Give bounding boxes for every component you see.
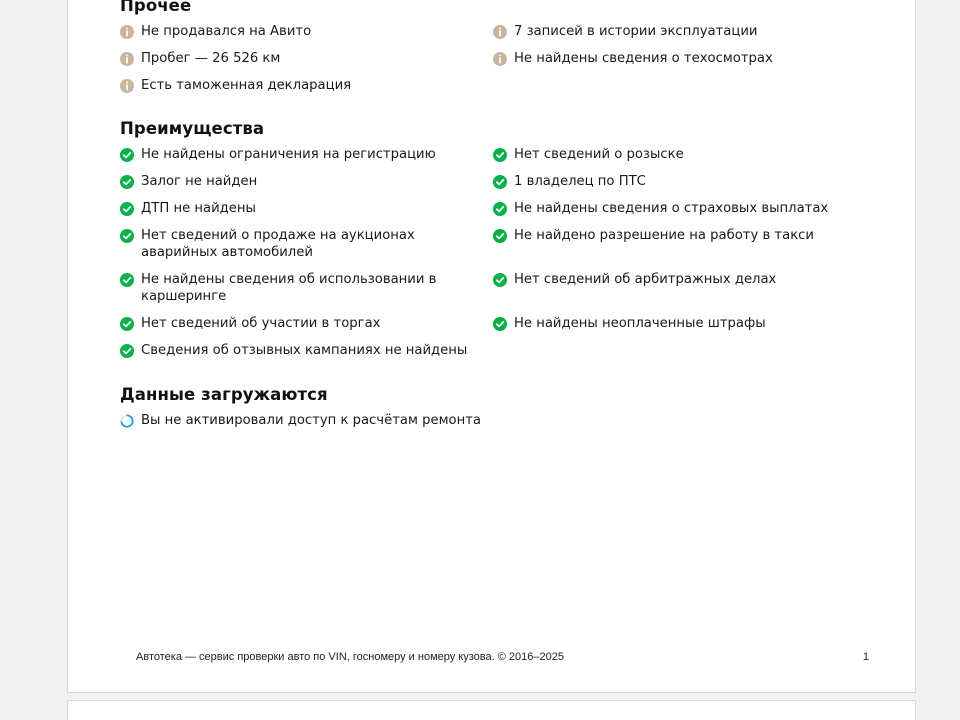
items-grid xyxy=(120,412,880,439)
item-text: ДТП не найдены xyxy=(141,201,256,216)
list-item xyxy=(120,50,493,67)
item-column xyxy=(493,146,866,173)
item-row xyxy=(120,146,880,173)
list-item xyxy=(493,200,866,217)
check-icon xyxy=(493,317,507,331)
item-column xyxy=(120,50,493,77)
item-column xyxy=(493,173,866,200)
check-icon xyxy=(120,202,134,216)
list-item xyxy=(120,200,493,217)
check-icon xyxy=(120,148,134,162)
check-icon xyxy=(120,344,134,358)
item-column xyxy=(120,77,493,104)
item-text: Не найдены сведения об использовании в каршеринге xyxy=(141,272,437,304)
item-text: Нет сведений об участии в торгах xyxy=(141,316,381,331)
list-item xyxy=(120,271,493,305)
list-item xyxy=(120,173,493,190)
item-row xyxy=(120,77,880,104)
item-row xyxy=(120,50,880,77)
item-column xyxy=(120,342,493,369)
item-text: Не найдены неоплаченные штрафы xyxy=(514,316,766,331)
item-row xyxy=(120,173,880,200)
item-column xyxy=(493,77,866,104)
page-number: 1 xyxy=(862,651,869,663)
list-item xyxy=(493,271,866,288)
list-item xyxy=(120,315,493,332)
item-column xyxy=(493,342,866,369)
list-item xyxy=(493,146,866,163)
section-advantages xyxy=(120,119,880,369)
check-icon xyxy=(493,229,507,243)
section-other xyxy=(120,0,880,104)
item-text: 1 владелец по ПТС xyxy=(514,174,646,189)
item-column xyxy=(120,412,493,439)
item-column xyxy=(120,200,493,227)
info-icon xyxy=(493,52,507,66)
item-text: Нет сведений об арбитражных делах xyxy=(514,272,777,287)
check-icon xyxy=(120,317,134,331)
item-column xyxy=(120,146,493,173)
list-item xyxy=(493,23,866,40)
item-text: 7 записей в истории эксплуатации xyxy=(514,24,758,39)
item-column xyxy=(493,412,866,439)
info-icon xyxy=(120,79,134,93)
list-item xyxy=(120,412,493,429)
list-item xyxy=(120,23,493,40)
item-text: Есть таможенная декларация xyxy=(141,78,352,93)
check-icon xyxy=(493,273,507,287)
info-icon xyxy=(493,25,507,39)
check-icon xyxy=(120,175,134,189)
section-loading xyxy=(120,385,880,439)
next-page xyxy=(67,700,916,720)
item-column xyxy=(120,23,493,50)
item-text: Сведения об отзывных кампаниях не найдены xyxy=(141,343,468,358)
list-item xyxy=(493,315,866,332)
item-row xyxy=(120,227,880,271)
item-column xyxy=(120,315,493,342)
check-icon xyxy=(120,273,134,287)
report-page xyxy=(67,0,916,693)
info-icon xyxy=(120,52,134,66)
item-column xyxy=(493,271,866,315)
item-column xyxy=(120,227,493,271)
item-text: Вы не активировали доступ к расчётам ремонта xyxy=(141,413,481,428)
item-row xyxy=(120,271,880,315)
item-text: Не продавался на Авито xyxy=(141,24,312,39)
item-text: Не найдено разрешение на работу в такси xyxy=(514,228,814,243)
item-column xyxy=(493,227,866,271)
list-item xyxy=(120,77,493,94)
list-item xyxy=(493,227,866,244)
list-item xyxy=(120,227,493,261)
section-title: Преимущества xyxy=(120,119,265,138)
item-row xyxy=(120,412,880,439)
check-icon xyxy=(493,175,507,189)
item-column xyxy=(493,23,866,50)
item-row xyxy=(120,200,880,227)
list-item xyxy=(493,50,866,67)
item-column xyxy=(493,50,866,77)
item-text: Нет сведений о розыске xyxy=(514,147,684,162)
item-text: Залог не найден xyxy=(141,174,258,189)
item-column xyxy=(120,271,493,315)
info-icon xyxy=(120,25,134,39)
check-icon xyxy=(493,148,507,162)
list-item xyxy=(493,173,866,190)
item-row xyxy=(120,315,880,342)
item-text: Пробег — 26 526 км xyxy=(141,51,281,66)
section-title: Прочее xyxy=(120,0,192,15)
item-text: Не найдены сведения о страховых выплатах xyxy=(514,201,829,216)
items-grid xyxy=(120,146,880,369)
section-title: Данные загружаются xyxy=(120,385,328,404)
item-text: Нет сведений о продаже на аукционах аварийных автомобилей xyxy=(141,228,415,260)
item-text: Не найдены сведения о техосмотрах xyxy=(514,51,773,66)
list-item xyxy=(120,342,493,359)
item-row xyxy=(120,23,880,50)
item-column xyxy=(120,173,493,200)
items-grid xyxy=(120,23,880,104)
item-text: Не найдены ограничения на регистрацию xyxy=(141,147,436,162)
check-icon xyxy=(493,202,507,216)
footer-text: Автотека — сервис проверки авто по VIN, госномеру и номеру кузова. © 2016–2025 xyxy=(136,651,564,663)
list-item xyxy=(120,146,493,163)
item-column xyxy=(493,200,866,227)
check-icon xyxy=(120,229,134,243)
item-column xyxy=(493,315,866,342)
spinner-icon xyxy=(120,414,134,428)
item-row xyxy=(120,342,880,369)
